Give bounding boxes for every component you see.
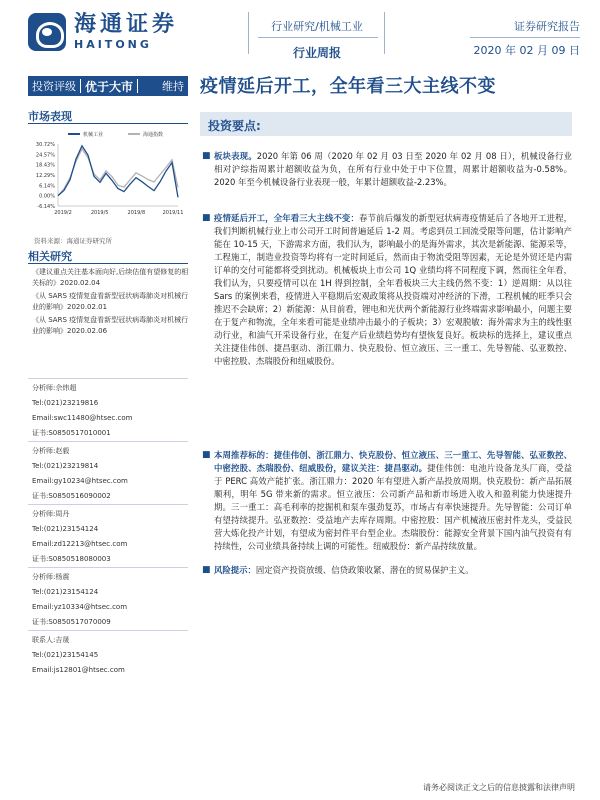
related-reports bbox=[32, 267, 192, 339]
analyst-cert: 证书:S0850517070009 bbox=[32, 618, 111, 626]
contact-card bbox=[28, 630, 188, 678]
bullet-icon: ■ bbox=[202, 213, 211, 223]
related-report-link[interactable]: 《从 SARS 疫情复盘看新型冠状病毒肺炎对机械行业的影响》2020.02.06 bbox=[32, 316, 189, 335]
logo-chinese: 海通证券 bbox=[74, 11, 179, 37]
x-axis-ticks bbox=[54, 210, 183, 216]
related-section-title: 相关研究 bbox=[28, 250, 72, 263]
report-header bbox=[0, 0, 600, 62]
analyst-card bbox=[28, 504, 188, 567]
analyst-email[interactable]: Email:yz10334@htsec.com bbox=[32, 603, 128, 611]
kp-lead: 疫情延后开工，全年看三大主线不变： bbox=[214, 213, 359, 223]
market-performance-chart bbox=[28, 126, 188, 226]
section-divider bbox=[28, 123, 188, 124]
kp-body: 2020 年第 06 周（2020 年 02 月 03 日至 2020 年 02 月 08 日），机械设备行业相对沪综指周累计超额收益为负，在所有行业中处于中下位置，周累计超额收益为-0.58%。2020 年至今机械设备行业表现一般，年累计超额收益-2.23%。 bbox=[214, 151, 572, 187]
analyst-name: 分析师:佘炜超 bbox=[32, 384, 77, 392]
header-divider bbox=[248, 12, 249, 54]
kp-body: 固定资产投资放缓、信贷政策收紧、潜在的贸易保护主义。 bbox=[255, 565, 474, 575]
rating-action: 维持 bbox=[162, 80, 184, 93]
y-tick-label: 0.00% bbox=[39, 193, 55, 200]
chart-source: 资料来源：海通证券研究所 bbox=[34, 237, 112, 245]
analyst-cert: 证书:S0850516090002 bbox=[32, 492, 111, 500]
analyst-card bbox=[28, 378, 188, 441]
report-date: 2020 年 02 月 09 日 bbox=[473, 44, 580, 57]
analyst-name: 分析师:赵毅 bbox=[32, 447, 70, 455]
kp-body: 春节前后爆发的新型冠状病毒疫情延后了各地开工进程，我们判断机械行业上市公司开工时间普遍延后 1-2 周。考虑到员工回流受限等问题，估计影响产能在 10-15 天，下游需求方面，我们认为，影响最小的是海外需求，其次是新能源、能源采等，工程施工，制造业投资等均将有一定时间延后，然而由于物流受阻等因素，无论是外贸还是内需订单的交付可能都将受到扰动。机械板块上市公司 1Q 业绩均将不同程度下调，然而往全年看，我们认为，只要疫情可以在 1H 得到控制，全年看板块三大主线仍然不变：1）逆周期：从以往 Sars 的案例来看，疫情进入平稳期后宏观政策将从投资端对冲经济的下滑，工程机械的旺季只会推迟不会缺席；2）新能源：从目前看，锂电和光伏两个新能源行业终端需求影响最小，问题主要在于复产和物流，全年来看可能是业绩冲击最小的子板块；3）宏观脱敏：海外需求为主的线性驱动行业，和油气开采设备行业，在复产后业绩趋势均有望恢复良好。板块标的选择上，建议重点关注捷佳伟创、捷昌驱动、浙江鼎力、快克股份、恒立液压、三一重工、先导智能、弘亚数控、中密控股、杰瑞股份和纽威股份。 bbox=[214, 213, 573, 366]
analyst-list bbox=[28, 378, 188, 678]
kp-risks bbox=[202, 564, 572, 577]
contact-tel: Tel:(021)23154145 bbox=[32, 651, 99, 659]
analyst-card bbox=[28, 441, 188, 504]
x-tick-label: 2019/8 bbox=[127, 210, 146, 216]
x-tick-label: 2019/2 bbox=[54, 210, 72, 216]
x-tick-label: 2019/11 bbox=[162, 210, 184, 216]
analyst-cert: 证书:S0850518080003 bbox=[32, 555, 111, 563]
related-report-link[interactable]: 《建议重点关注基本面向好,后续估值有望修复的相关标的》2020.02.04 bbox=[32, 268, 189, 287]
chart-legend bbox=[68, 131, 163, 138]
analyst-tel: Tel:(021)23154124 bbox=[32, 588, 99, 596]
industry-category: 行业研究/机械工业 bbox=[271, 20, 363, 33]
page-title: 疫情延后开工，全年看三大主线不变 bbox=[200, 76, 496, 97]
report-type: 行业周报 bbox=[292, 46, 341, 60]
rating-label: 投资评级 bbox=[32, 80, 76, 93]
analyst-tel: Tel:(021)23154124 bbox=[32, 525, 99, 533]
related-report-link[interactable]: 《从 SARS 疫情复盘看新型冠状病毒肺炎对机械行业的影响》2020.02.01 bbox=[32, 292, 189, 311]
series-line bbox=[58, 146, 178, 198]
analyst-email[interactable]: Email:zd12213@htsec.com bbox=[32, 540, 128, 548]
haitong-logo bbox=[28, 12, 178, 51]
analyst-email[interactable]: Email:gy10234@htsec.com bbox=[32, 477, 128, 485]
analyst-card bbox=[28, 567, 188, 630]
rating-divider bbox=[137, 79, 138, 93]
y-tick-label: 6.14% bbox=[39, 183, 55, 190]
section-divider bbox=[28, 263, 188, 264]
kp-body: 捷佳伟创：电池片设备龙头厂商，受益于 PERC 高效产能扩张。浙江鼎力：2020 年有望进入新产品投放周期。快克股份：新产品拓展顺利，明年 5G 带来新的需求。恒立液压：公司新产品和新市场进入收入和盈利能力快速提升期。三一重工：高毛利率的挖掘机和泵车强劲复苏，市场占有率快速提升。先导智能：公司订单有望持续提升。弘亚数控：受益地产去库存周期。中密控股：国产机械液压密封件龙头，受益民营大炼化投产计划，有望成为密封件平台型企业。杰瑞股份：能源安全背景下国内油气投资有有持续性，公司业绩具备持续上调的可能性。纽威股份：新产品持续放量。 bbox=[214, 463, 573, 551]
disclaimer-footer: 请务必阅读正文之后的信息披露和法律声明 bbox=[423, 783, 575, 792]
y-tick-label: 18.43% bbox=[35, 162, 55, 169]
rating-value: 优于大市 bbox=[85, 79, 134, 94]
y-tick-label: 12.29% bbox=[35, 173, 55, 179]
y-tick-label: 30.72% bbox=[35, 142, 55, 148]
key-points-title: 投资要点: bbox=[208, 119, 261, 133]
header-divider bbox=[384, 12, 385, 54]
investment-rating-bar bbox=[28, 76, 188, 96]
kp-three-themes bbox=[202, 212, 572, 368]
chart-series bbox=[58, 146, 178, 198]
analyst-name: 分析师:杨震 bbox=[32, 573, 70, 581]
x-tick-label: 2019/5 bbox=[90, 210, 109, 216]
bullet-icon: ■ bbox=[202, 565, 211, 575]
legend-label: 海通指数 bbox=[143, 132, 164, 138]
haitong-logo-icon bbox=[28, 13, 66, 51]
analyst-tel: Tel:(021)23219814 bbox=[32, 462, 99, 470]
y-tick-label: 24.57% bbox=[35, 152, 55, 159]
bullet-icon: ■ bbox=[202, 151, 211, 161]
market-section-title: 市场表现 bbox=[28, 110, 72, 123]
analyst-cert: 证书:S0850517010001 bbox=[32, 429, 111, 437]
y-axis-ticks bbox=[36, 142, 178, 210]
legend-label: 机械工业 bbox=[83, 132, 104, 138]
contact-name: 联系人:吉晟 bbox=[32, 636, 70, 644]
logo-english: HAITONG bbox=[74, 38, 152, 51]
kp-lead: 本周推荐标的：捷佳伟创、浙江鼎力、快克股份、恒立液压、三一重工、先导智能、弘亚数控、中密控股、杰瑞股份、纽威股份，建议关注：捷昌驱动。 bbox=[214, 450, 572, 473]
kp-recommendations bbox=[202, 449, 572, 553]
kp-board-performance bbox=[202, 150, 572, 189]
report-kind: 证券研究报告 bbox=[514, 20, 580, 33]
analyst-tel: Tel:(021)23219816 bbox=[32, 399, 99, 407]
contact-email[interactable]: Email:js12801@htsec.com bbox=[32, 666, 125, 674]
y-tick-label: -6.14% bbox=[37, 204, 55, 210]
analyst-email[interactable]: Email:swc11480@htsec.com bbox=[32, 414, 133, 422]
kp-lead: 板块表现。 bbox=[214, 151, 257, 161]
analyst-name: 分析师:周丹 bbox=[32, 510, 70, 518]
key-points-header bbox=[200, 112, 572, 136]
kp-lead: 风险提示： bbox=[214, 565, 256, 575]
bullet-icon: ■ bbox=[202, 450, 211, 460]
